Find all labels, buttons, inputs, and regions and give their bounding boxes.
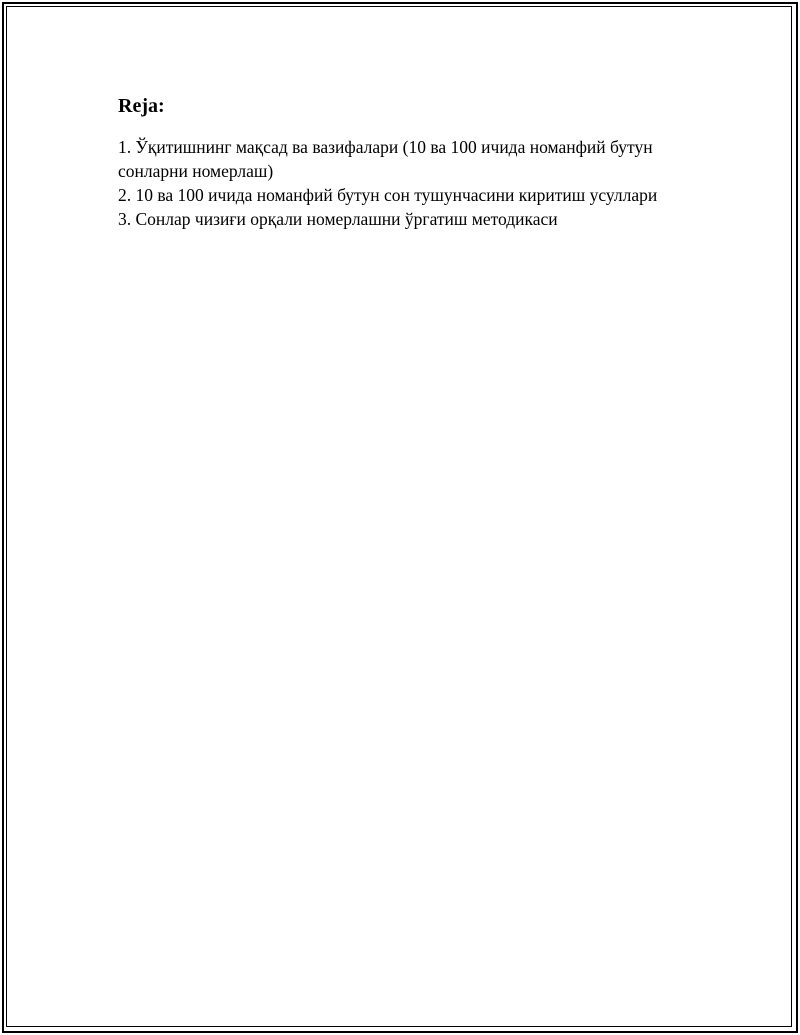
plan-item-2: 2. 10 ва 100 ичида номанфий бутун сон тушунчасини киритиш усуллари <box>118 185 658 205</box>
plan-heading: Reja: <box>118 95 165 117</box>
plan-list <box>118 135 708 231</box>
plan-item-3: 3. Сонлар чизиғи орқали номерлашни ўргатиш методикаси <box>118 209 558 229</box>
plan-item-1: 1. Ўқитишнинг мақсад ва вазифалари (10 ва 100 ичида номанфий бутун сонларни номерлаш) <box>118 137 653 181</box>
document-content <box>118 93 708 231</box>
